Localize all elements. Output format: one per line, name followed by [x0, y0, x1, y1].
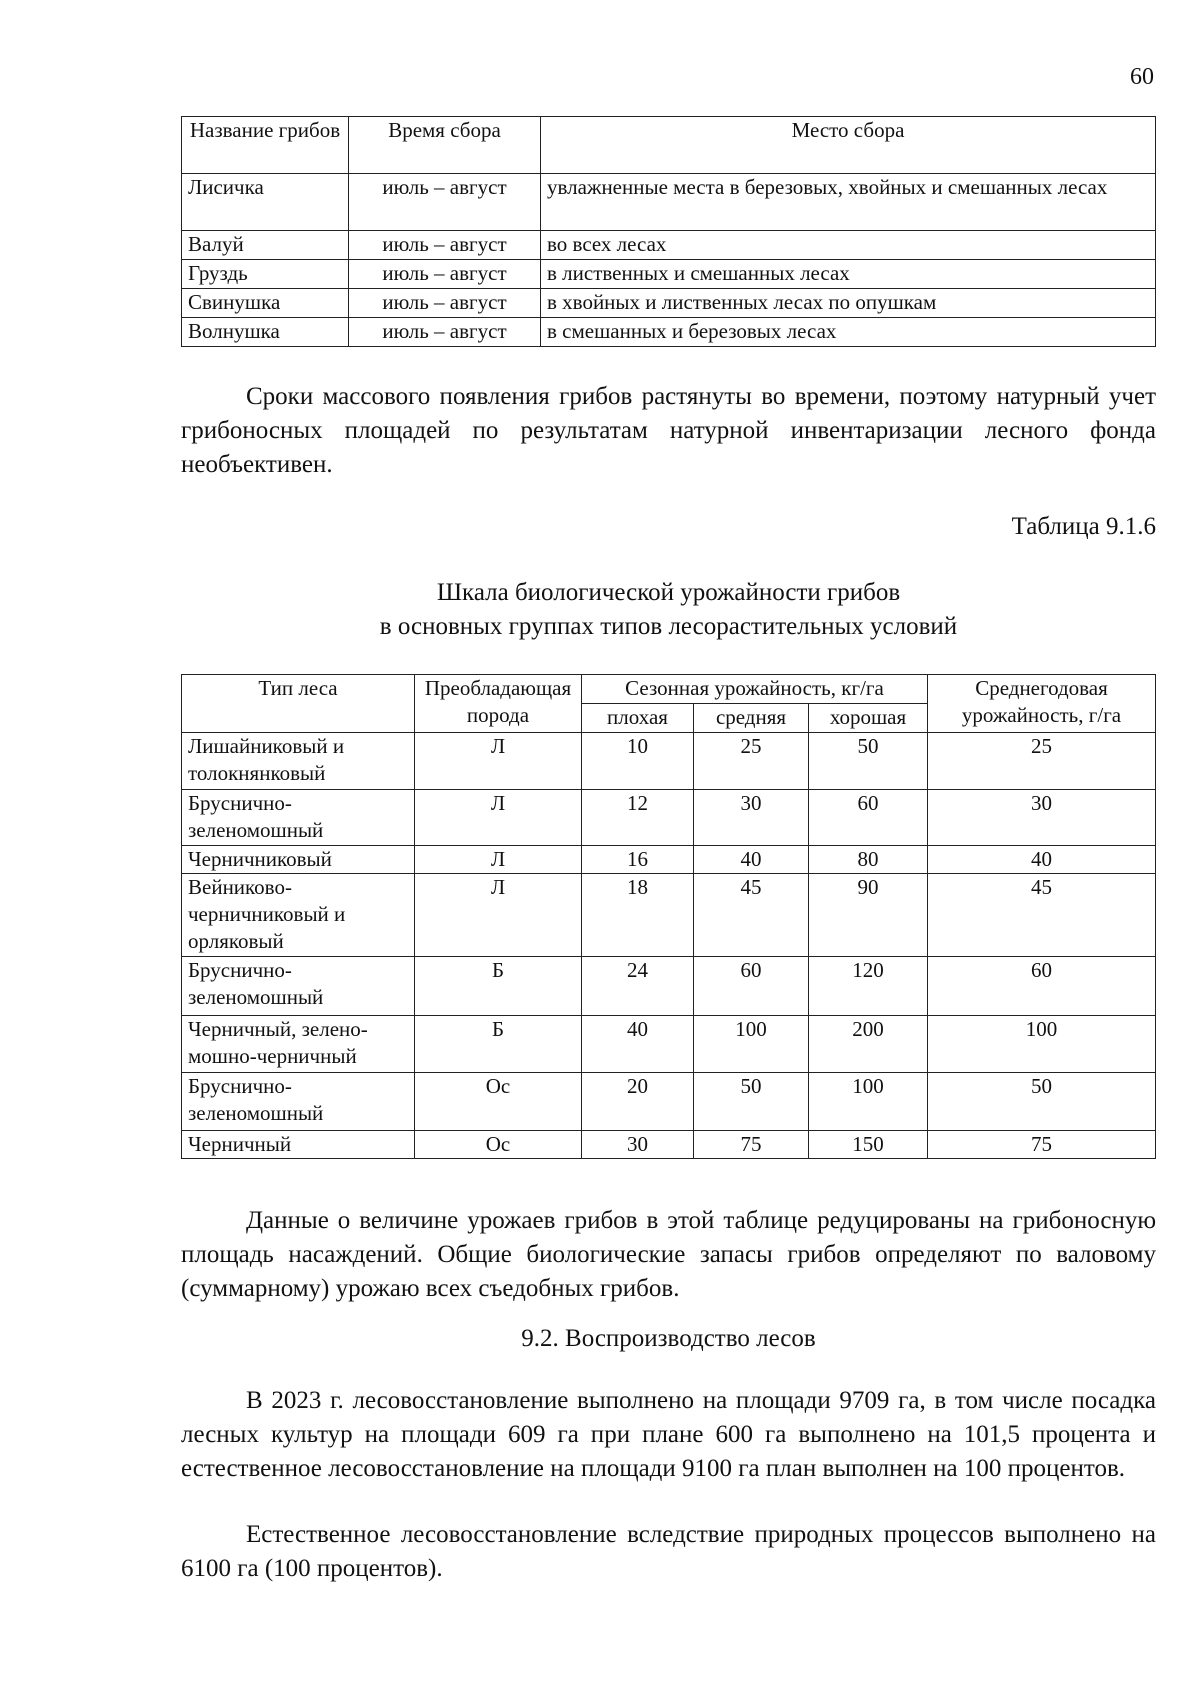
column-header: Время сбора	[349, 117, 541, 174]
column-header: Преобладающая порода	[415, 675, 582, 733]
cell: в смешанных и березовых лесах	[541, 318, 1156, 347]
cell: увлажненные места в березовых, хвойных и смешанных лесах	[541, 174, 1156, 231]
cell: июль – август	[349, 260, 541, 289]
table-row	[182, 846, 1156, 874]
cell: во всех лесах	[541, 231, 1156, 260]
cell: 40	[582, 1016, 694, 1073]
cell: июль – август	[349, 289, 541, 318]
cell: 60	[694, 957, 809, 1016]
cell: Л	[415, 874, 582, 957]
cell: 30	[928, 790, 1156, 846]
cell: 50	[928, 1073, 1156, 1131]
cell: 16	[582, 846, 694, 874]
cell: Лисичка	[182, 174, 349, 231]
cell: 75	[928, 1131, 1156, 1159]
cell: 75	[694, 1131, 809, 1159]
cell: Л	[415, 790, 582, 846]
column-header: хорошая	[809, 704, 928, 733]
cell: Ос	[415, 1073, 582, 1131]
column-header: Название грибов	[182, 117, 349, 174]
table-title	[181, 576, 1156, 644]
table-row	[182, 1073, 1156, 1131]
cell: Б	[415, 1016, 582, 1073]
cell: 200	[809, 1016, 928, 1073]
cell: июль – август	[349, 318, 541, 347]
cell: 100	[809, 1073, 928, 1131]
column-header: Среднегодовая урожайность, г/га	[928, 675, 1156, 733]
table-row	[182, 289, 1156, 318]
cell: 50	[809, 733, 928, 790]
cell: 45	[928, 874, 1156, 957]
mushroom-collection-table	[181, 116, 1156, 347]
cell: Брусничнo-зеленомошный	[182, 790, 415, 846]
cell: Ос	[415, 1131, 582, 1159]
cell: 45	[694, 874, 809, 957]
cell: 60	[809, 790, 928, 846]
column-header: средняя	[694, 704, 809, 733]
table-row	[182, 260, 1156, 289]
cell: 25	[694, 733, 809, 790]
table-row	[182, 1131, 1156, 1159]
cell: 20	[582, 1073, 694, 1131]
cell: Брусничнo-зеленомошный	[182, 1073, 415, 1131]
page-number: 60	[1130, 64, 1154, 90]
cell: 100	[694, 1016, 809, 1073]
paragraph: В 2023 г. лесовосстановление выполнено на площади 9709 га, в том числе посадка лесных культур на площади 609 га при плане 600 га выполнено на 101,5 процента и естественное лесовосстановление на площади 9100 га план выполнен на 100 процентов.	[181, 1387, 1156, 1482]
paragraph: Сроки массового появления грибов растянуты во времени, поэтому натурный учет грибоносных площадей по результатам натурной инвентаризации лесного фонда необъективен.	[181, 383, 1156, 478]
cell: 10	[582, 733, 694, 790]
table-row	[182, 231, 1156, 260]
table-row	[182, 874, 1156, 957]
cell: 30	[694, 790, 809, 846]
table-header-row	[182, 117, 1156, 174]
table-row	[182, 790, 1156, 846]
mushroom-yield-table	[181, 674, 1156, 1159]
cell: 25	[928, 733, 1156, 790]
column-header: плохая	[582, 704, 694, 733]
cell: 120	[809, 957, 928, 1016]
cell: Вейниково-черничниковый и орляковый	[182, 874, 415, 957]
cell: 80	[809, 846, 928, 874]
table-row	[182, 957, 1156, 1016]
cell: Л	[415, 733, 582, 790]
cell: Брусничнo-зеленомошный	[182, 957, 415, 1016]
cell: Свинушка	[182, 289, 349, 318]
cell: 60	[928, 957, 1156, 1016]
cell: 40	[694, 846, 809, 874]
cell: 40	[928, 846, 1156, 874]
table-row	[182, 318, 1156, 347]
table-row	[182, 174, 1156, 231]
column-header: Место сбора	[541, 117, 1156, 174]
cell: 12	[582, 790, 694, 846]
cell: Черничный	[182, 1131, 415, 1159]
table-title-line: в основных группах типов лесорастительных условий	[379, 613, 958, 640]
cell: 100	[928, 1016, 1156, 1073]
cell: Волнушка	[182, 318, 349, 347]
cell: 50	[694, 1073, 809, 1131]
cell: в лиственных и смешанных лесах	[541, 260, 1156, 289]
cell: Груздь	[182, 260, 349, 289]
section-heading: 9.2. Воспроизводство лесов	[521, 1325, 816, 1352]
cell: Черничный, зелено-мошно-черничный	[182, 1016, 415, 1073]
cell: 90	[809, 874, 928, 957]
table-title-line: Шкала биологической урожайности грибов	[436, 579, 901, 606]
cell: 24	[582, 957, 694, 1016]
cell: июль – август	[349, 174, 541, 231]
column-header: Сезонная урожайность, кг/га	[582, 675, 928, 704]
cell: Лишайниковый и толокнянковый	[182, 733, 415, 790]
cell: 18	[582, 874, 694, 957]
column-header: Тип леса	[182, 675, 415, 733]
table-header-row	[182, 675, 1156, 704]
table-row	[182, 733, 1156, 790]
cell: июль – август	[349, 231, 541, 260]
cell: 30	[582, 1131, 694, 1159]
cell: Л	[415, 846, 582, 874]
paragraph: Естественное лесовосстановление вследствие природных процессов выполнено на 6100 га (100 процентов).	[181, 1521, 1156, 1582]
paragraph: Данные о величине урожаев грибов в этой таблице редуцированы на грибоносную площадь насаждений. Общие биологические запасы грибов определяют по валовому (суммарному) урожаю всех съедобных грибов.	[181, 1207, 1156, 1302]
cell: Б	[415, 957, 582, 1016]
table-label: Таблица 9.1.6	[1011, 513, 1156, 540]
table-row	[182, 1016, 1156, 1073]
cell: 150	[809, 1131, 928, 1159]
cell: Черничниковый	[182, 846, 415, 874]
cell: Валуй	[182, 231, 349, 260]
cell: в хвойных и лиственных лесах по опушкам	[541, 289, 1156, 318]
